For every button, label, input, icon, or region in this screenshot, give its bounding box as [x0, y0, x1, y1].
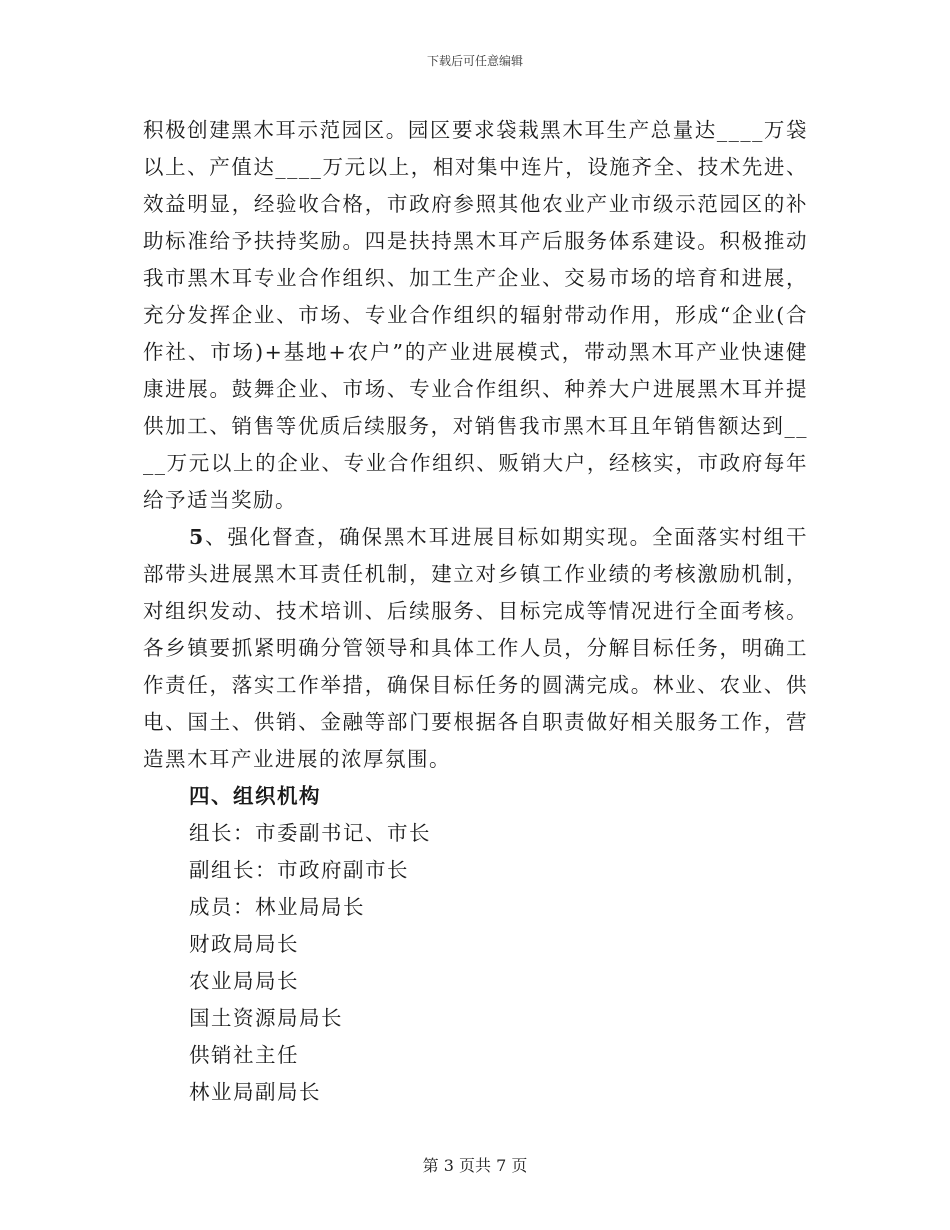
page-header: 下载后可任意编辑 — [426, 54, 523, 68]
section-heading: 四、组织机构 — [189, 784, 321, 808]
page-number: 第 3 页共 7 页 — [422, 1156, 528, 1175]
member-line: 农业局局长 — [189, 969, 299, 993]
member-line: 成员：林业局局长 — [189, 895, 365, 919]
paragraph-supervision-text: 、强化督查，确保黑木耳进展目标如期实现。全面落实村组干部带头进展黑木耳责任机制，建立对乡镇工作业绩的考核激励机制，对组织发动、技术培训、后续服务、目标完成等情况进行全面考核。各乡镇要抓紧明确分管领导和具体工作人员，分解目标任务，明确工作责任，落实工作举措，确保目标任务的圆满完成。林业、农业、供电、国土、供销、金融等部门要根据各自职责做好相关服务工作，营造黑木耳产业进展的浓厚氛围。 — [143, 525, 808, 771]
member-line: 组长：市委副书记、市长 — [189, 821, 431, 845]
paragraph-number: 5 — [189, 525, 205, 549]
document-body — [143, 112, 808, 1111]
paragraph-demo-park: 积极创建黑木耳示范园区。园区要求袋栽黑木耳生产总量达____万袋以上、产值达____万元以上，相对集中连片，设施齐全、技术先进、效益明显，经验收合格，市政府参照其他农业产业市级示范园区的补助标准给予扶持奖励。四是扶持黑木耳产后服务体系建设。积极推动我市黑木耳专业合作组织、加工生产企业、交易市场的培育和进展，充分发挥企业、市场、专业合作组织的辐射带动作用，形成“企业(合作社、市场)+基地+农户”的产业进展模式，带动黑木耳产业快速健康进展。鼓舞企业、市场、专业合作组织、种养大户进展黑木耳并提供加工、销售等优质后续服务，对销售我市黑木耳且年销售额达到____万元以上的企业、专业合作组织、贩销大户，经核实，市政府每年给予适当奖励。 — [143, 118, 808, 512]
member-line: 副组长：市政府副市长 — [189, 858, 409, 882]
member-line: 财政局局长 — [189, 932, 299, 956]
member-line: 林业局副局长 — [189, 1080, 321, 1104]
paragraph-supervision — [143, 519, 808, 778]
member-line: 供销社主任 — [189, 1043, 299, 1067]
member-line: 国土资源局局长 — [189, 1006, 343, 1030]
